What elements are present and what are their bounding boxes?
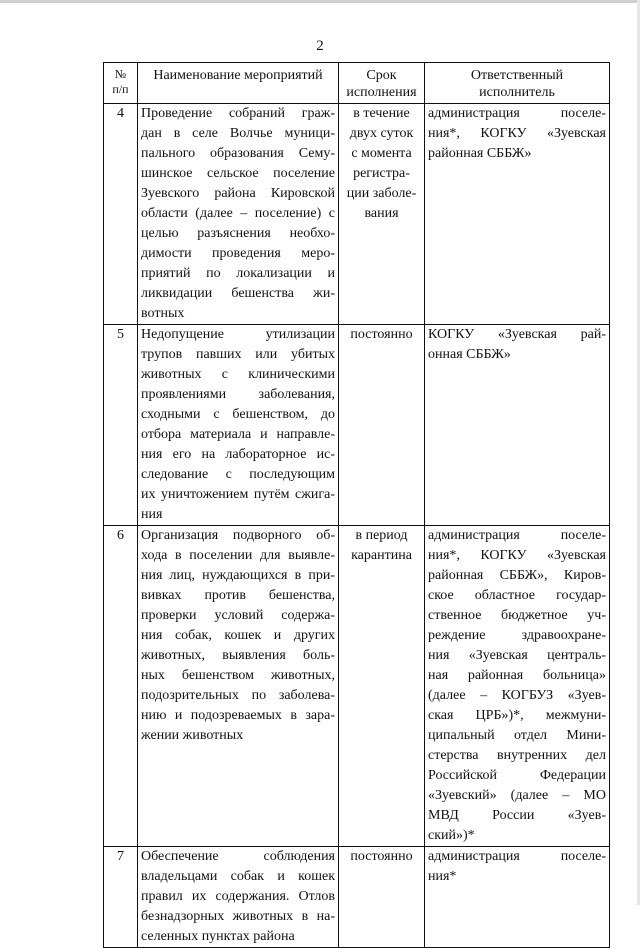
measure-name-line: Обеспечение соблюдения xyxy=(141,849,335,864)
measure-name-line: Организация подворного об- xyxy=(141,528,335,543)
measure-responsible-line: Российской Федерации xyxy=(428,768,606,783)
measure-name xyxy=(138,104,339,325)
measure-name-line: ния лиц, нуждающихся в при- xyxy=(141,568,335,583)
measure-responsible-line: реждение здравоохране- xyxy=(428,628,606,643)
measure-name-line: Недопущение утилизации xyxy=(141,327,335,342)
header-num: № п/п xyxy=(104,63,138,104)
measure-term xyxy=(339,847,425,948)
measure-term-line: регистра- xyxy=(353,166,410,181)
measure-responsible-line: ская ЦРБ»)*, межмуни- xyxy=(428,708,606,723)
measure-responsible-line: (далее – КОГБУЗ «Зуев- xyxy=(428,688,606,703)
measure-name-line: ния собак, кошек и других xyxy=(141,628,335,643)
table-header-row xyxy=(104,63,610,104)
table-row xyxy=(104,847,610,948)
measure-name-line: нию и подозреваемых в зара- xyxy=(141,708,335,723)
measure-term-line: вания xyxy=(364,206,399,221)
measure-name-line: ных бешенством животных, xyxy=(141,668,335,683)
measure-name-line: ликвидации бешенства жи- xyxy=(141,286,335,301)
measure-responsible-line: ципальный отдел Мини- xyxy=(428,728,606,743)
measure-name-line: следование с последующим xyxy=(141,467,335,482)
row-number: 7 xyxy=(104,847,138,948)
measure-name-line: шинское сельское поселение xyxy=(141,166,335,181)
measure-name-line: жении животных xyxy=(141,728,244,743)
measure-name-line: хода в поселении для выявле- xyxy=(141,548,335,563)
measure-name-line: трупов павших или убитых xyxy=(141,347,335,362)
measure-name-line: сходными с бешенством, до xyxy=(141,407,335,422)
measure-name-line: подозрительных по заболева- xyxy=(141,688,335,703)
measure-responsible-line: ния*, КОГКУ «Зуевская xyxy=(428,548,606,563)
measure-responsible-line: ния*, КОГКУ «Зуевская xyxy=(428,126,606,141)
measure-term-line: двух суток xyxy=(349,126,414,141)
measure-name-line: животных, выявления боль- xyxy=(141,648,335,663)
measure-responsible-line: администрация поселе- xyxy=(428,528,606,543)
measure-name-line: пального образования Сему- xyxy=(141,146,335,161)
measure-responsible-line: ная районная больница» xyxy=(428,668,606,683)
measure-responsible-line: стерства внутренних дел xyxy=(428,748,606,763)
measure-name-line: димости проведения меро- xyxy=(141,246,335,261)
measure-responsible xyxy=(425,847,610,948)
measure-name-line: вотных xyxy=(141,306,185,321)
measure-name-line: Зуевского района Кировской xyxy=(141,186,335,201)
measure-name-line: отбора материала и направле- xyxy=(141,427,335,442)
measure-name xyxy=(138,325,339,526)
measure-responsible-line: администрация поселе- xyxy=(428,106,606,121)
measure-responsible xyxy=(425,526,610,847)
measure-name-line: правил их содержания. Отлов xyxy=(141,889,335,904)
measure-responsible xyxy=(425,104,610,325)
measure-responsible-line: ский»)* xyxy=(428,828,475,843)
measure-term xyxy=(339,104,425,325)
measure-term-line: в течение xyxy=(353,106,410,121)
table-row xyxy=(104,325,610,526)
measure-name-line: ния его на лабораторное ис- xyxy=(141,447,335,462)
measure-responsible-line: «Зуевский» (далее – МО xyxy=(428,788,606,803)
measure-name-line: Проведение собраний граж- xyxy=(141,106,335,121)
measure-term-line: карантина xyxy=(351,548,412,563)
measure-responsible-line: ния «Зуевская централь- xyxy=(428,648,606,663)
measure-term-line: с момента xyxy=(351,146,412,161)
page-top-edge xyxy=(0,0,640,3)
measure-name-line: безнадзорных животных в на- xyxy=(141,909,335,924)
measure-term-line: ции заболе- xyxy=(346,186,417,201)
measure-name xyxy=(138,526,339,847)
measures-table xyxy=(103,62,610,948)
measure-term-line: постоянно xyxy=(350,327,413,342)
measure-responsible-line: районная СББЖ», Киров- xyxy=(428,568,606,583)
measure-term xyxy=(339,325,425,526)
measure-responsible xyxy=(425,325,610,526)
row-number: 4 xyxy=(104,104,138,325)
measure-term-line: в период xyxy=(355,528,408,543)
page-number: 2 xyxy=(316,38,324,54)
row-number: 6 xyxy=(104,526,138,847)
measure-responsible-line: КОГКУ «Зуевская рай- xyxy=(428,327,606,342)
measure-name-line: области (далее – поселение) с xyxy=(141,206,335,221)
measure-responsible-line: МВД России «Зуев- xyxy=(428,808,606,823)
measure-responsible-line: районная СББЖ» xyxy=(428,146,532,161)
measure-name-line: животных с клиническими xyxy=(141,367,335,382)
measure-term xyxy=(339,526,425,847)
measure-name-line: проверки условий содержа- xyxy=(141,608,335,623)
header-name: Наименование мероприятий xyxy=(138,63,339,104)
measure-name-line: ния xyxy=(141,507,163,522)
measure-name-line: вивках против бешенства, xyxy=(141,588,335,603)
measure-name-line: их уничтожением путём сжига- xyxy=(141,487,335,502)
measure-name-line: проявлениями заболевания, xyxy=(141,387,335,402)
row-number: 5 xyxy=(104,325,138,526)
measure-responsible-line: администрация поселе- xyxy=(428,849,606,864)
measure-responsible-line: ния* xyxy=(428,869,457,884)
measure-name-line: целью разъяснения необхо- xyxy=(141,226,335,241)
measure-name xyxy=(138,847,339,948)
measure-name-line: селенных пунктах района xyxy=(141,929,295,944)
measure-responsible-line: онная СББЖ» xyxy=(428,347,511,362)
measure-responsible-line: ственное бюджетное уч- xyxy=(428,608,606,623)
header-responsible: Ответственный исполнитель xyxy=(425,63,610,104)
measure-name-line: владельцами собак и кошек xyxy=(141,869,335,884)
header-term: Срок исполнения xyxy=(339,63,425,104)
table-row xyxy=(104,526,610,847)
table-row xyxy=(104,104,610,325)
measure-responsible-line: ское областное государ- xyxy=(428,588,606,603)
measure-name-line: приятий по локализации и xyxy=(141,266,335,281)
measure-name-line: дан в селе Волчье муници- xyxy=(141,126,335,141)
measure-term-line: постоянно xyxy=(350,849,413,864)
